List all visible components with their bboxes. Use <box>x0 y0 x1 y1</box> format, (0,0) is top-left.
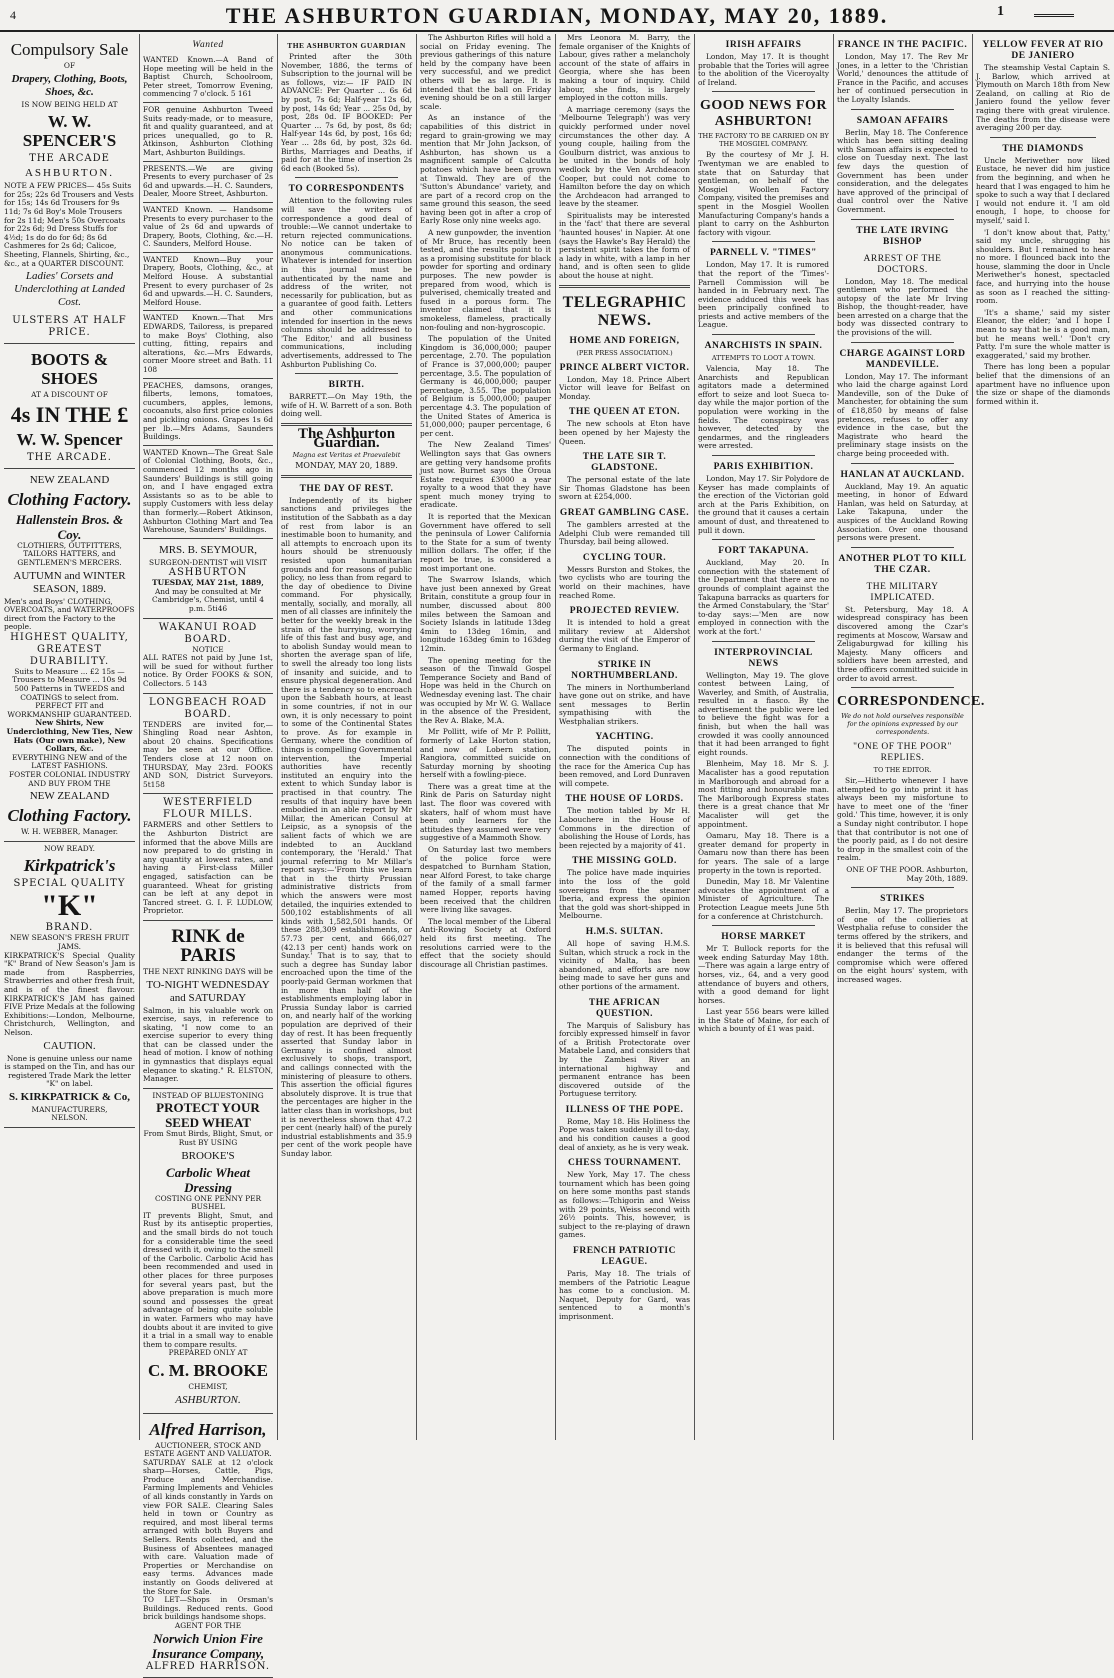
ad-firm: W. W. Spencer <box>16 429 123 449</box>
section-heading: CORRESPONDENCE. <box>837 694 985 710</box>
news-paragraph: The Marquis of Salisbury has forcibly expressed himself in favor of a British Protectorate over Matabele Land, and considers that by the Zambesi River an international highway and permanent entrance has been discovered outside of the Portuguese territory. <box>559 1020 690 1099</box>
news-paragraph: The motion tabled by Mr H. Labouchere in the House of Commons in the direction of abolishing the House of Lords, has been rejected by a majority of 41. <box>559 806 690 850</box>
ad-text: Men's and Boys' CLOTHING, OVERCOATS, and WATERPROOFS direct from the Factory to the people. <box>4 596 135 632</box>
story-paragraph: 'It's a shame,' said my sister Eleanor, the elder; 'and I hope I mean to say that he is a good man, but he means well.' 'Don't cry Patty. I'm sure the whole matter is exaggerated,' said my brother. <box>976 307 1110 360</box>
news-paragraph: By the courtesy of Mr J. H. Twentyman we are enabled to state that on Saturday that gentleman, on behalf of the Mosgiel Woollen Factory Company, visited the premises and spent in the Mosgiel Woollen Manufacturing Company's hands a plant to carry on the Ashburton factory with vigour. <box>698 150 829 237</box>
news-heading: ANARCHISTS IN SPAIN. <box>704 341 823 352</box>
ad-text: New Shirts, New Underclothing, New Ties, New Hats (Our own make), New Collars, &c. <box>6 718 133 754</box>
news-paragraph: The gamblers arrested at the Adelphi Club were remanded till Thursday, bail being allowed. <box>559 519 690 547</box>
column-7 <box>833 34 985 1440</box>
news-paragraph: The miners in Northumberland have gone out on strike, and have sent messages to Berlin sympathising with the Westphalian strikers. <box>559 682 690 726</box>
news-heading: ANOTHER PLOT TO KILL THE CZAR. <box>838 553 967 575</box>
news-paragraph: The Ashburton Rifles will hold a social on Friday evening. The previous gatherings of this nature held by the company have been very successful, and we predict others will be as large. It is intended that the ball on Friday evening should be on a still larger scale. <box>420 33 551 111</box>
divider <box>712 925 815 926</box>
hallenstein-ad <box>4 469 135 842</box>
ad-text: 500 Patterns in TWEEDS and COATINGS to select from. PERFECT FIT and WORKMANSHIP GUARANTEED. <box>7 684 132 719</box>
news-paragraph: The new schools at Eton have been opened by her Majesty the Queen. <box>559 419 690 446</box>
ad-text: AT A DISCOUNT OF <box>31 390 108 400</box>
news-paragraph: The police have made inquiries into the loss of the gold sovereigns from the steamer Iberia, and express the opinion that the gold was short-shipped in Melbourne. <box>559 868 690 921</box>
ad-text: SURGEON-DENTIST will VISIT <box>148 557 268 567</box>
divider <box>851 687 954 688</box>
news-heading: THE HOUSE OF LORDS. <box>565 794 684 805</box>
news-paragraph: It is intended to hold a great military review at Aldershot during the visit of the Emperor of Germany to England. <box>559 618 690 653</box>
news-paragraph: Mr Pollitt, wife of Mr P. Pollitt, formerly of Lake Horton station, and now of Lobern station, Rangiora, committed suicide on Saturday morning by shooting herself with a fowling-piece. <box>420 727 551 780</box>
ad-text: ALFRED HARRISON. <box>145 1660 271 1672</box>
news-heading: THE DIAMONDS <box>1002 143 1084 154</box>
wakanui-road-board-ad <box>143 619 273 694</box>
article-heading: THE DAY OF REST. <box>299 483 394 494</box>
news-paragraph: Valencia, May 18. The Anarchists and Republican agitators made a determined effort to seize and loot Sueca to-day while the major portion of the population were working in the fields. The conspiracy was however, detected by the gendarmes, and the ringleaders were arrested. <box>698 364 829 451</box>
news-paragraph: The disputed points in connection with the conditions of the race for the America Cup has been removed, and Lord Dunraven will compete. <box>559 744 690 788</box>
news-paragraph: London, May 17. It is thought probable that the Tories will agree to the abolition of the Viceroyalty of Ireland. <box>698 52 829 87</box>
section-heading: TO CORRESPONDENTS <box>288 184 405 195</box>
column-1 <box>0 34 139 1440</box>
news-heading: SAMOAN AFFAIRS <box>856 115 949 126</box>
ad-heading: LONGBEACH ROAD BOARD. <box>149 696 267 720</box>
ad-text: FARMERS and other Settlers to the Ashburton District are informed that the above Mills are now prepared to do gristing in any quantity at lowest rates, and having a First-class Miller engaged, satisfaction can be guaranteed. Wheat for gristing can be left at any depot in Tancred street. G. I. F. LUDLOW, Proprietor. <box>143 820 273 916</box>
ad-text: OF <box>63 61 76 70</box>
spencer-boots-ad <box>4 344 135 469</box>
news-heading: FRENCH PATRIOTIC LEAGUE. <box>573 1246 676 1267</box>
ad-heading: Compulsory Sale <box>10 40 129 59</box>
divider <box>559 285 690 288</box>
wanted-notice: WANTED Known—Buy your Drapery, Boots, Clothing, &c., at Melford House. A substantial Present to every purchaser of 2s 6d and upwards.—H. C. Saunders, Melford House. <box>143 253 273 312</box>
news-heading: THE AFRICAN QUESTION. <box>588 997 661 1019</box>
article-paragraph: Independently of its higher sanctions and privileges the institution of the Sabbath as a day of rest from labor is an inestimable boon to humanity, and all attempts to encroach upon its hours should be strenuously resisted upon humanitarian grounds and for reasons of public policy, no less than from regard to the day of obedience to Divine command. For physically, mentally, socially, and morally, all men of all classes are infinitely the better for the weekly break in the strain of the hurrying, worrying life of this fast and busy age, and to abolish Sunday would mean to shorten the average span of life, to swell the already too long lists of insanity and suicide, and to ensure physical degeneration. And there is a tendency so to encroach upon the Sabbath hours, at least in some countries, if not in our own, it is only necessary to point to some of the Continental States to prove. As for example in Germany, where the condition of things is compelling Governmental intervention, the Imperial authorities have recently instituted an enquiry into the extent to which Sunday labor is practised in that country. The results of that inquiry have been embodied in an able report by Mr Millar, the American Consul at Leipsic, as a synopsis of the salient facts of which we are indebted to an Auckland contemporary, the 'Herald.' That journal referring to Mr Millar's report says:—'From this we learn that in the thirty Prussian administrative districts from which the answers were most detailed, the inquiries extended to 500,102 establishments of all kinds with 1,582,501 hands. Of these 288,309 establishments, or 57.73 per cent, and 666,027 (42.13 per cent) hands work on Sunday.' That is to say, that to such a degree has Sunday labor encroached upon the time of the poorly-paid German workmen that in more than half of the establishments employing labor in Prussia Sunday labor is carried on, and nearly half of the working population are deprived of their day of rest. It has been frequently asserted that Sunday labor in Germany is confined almost exclusively to shops, transport, and callings connected with the ministering of pleasure to others. This assertion the official figures absolutely disprove. It is true that the percentages are higher in the latter class than in workshops, but it is nevertheless shown that 47.2 per cent (nearly half) of the purely industrial establishments and 35.9 per cent of the work people have Sunday labor. <box>281 495 412 1158</box>
wanted-notice: FOR genuine Ashburton Tweed Suits ready-made, or to measure, fit and quality guaranteed, and at prices unequalled, go to R. Atkinson, Ashburton Clothing Mart, Ashburton Buildings. <box>143 103 273 162</box>
news-heading: CHESS TOURNAMENT. <box>567 1158 682 1169</box>
news-heading: HORSE MARKET <box>721 932 806 943</box>
story-paragraph: Uncle Meriwether now liked Eustace, he never did him justice from the beginning, and when he heard that I was engaged to him he spoke to such a way that I declared I would not endure it. 'I am old enough, I hope, to choose for myself,' said I. <box>976 155 1110 225</box>
news-heading: STRIKES <box>880 894 925 905</box>
ad-text: W. H. WEBBER, Manager. <box>21 827 118 837</box>
story-paragraph: There has long been a popular belief that the dimensions of an apartment have no influence upon the size or shape of the diamonds formed within it. <box>976 362 1110 406</box>
ad-text: TENDERS are invited for,— Shingling Road near Ashton, about 20 chains. Specifications may be seen at our Office. Tenders close at 12 noon on THURSDAY, May 23rd. FOOKS AND SON, District Surveyors. 5t158 <box>143 719 273 789</box>
news-heading: H.M.S. SULTAN. <box>585 926 664 937</box>
ad-text: HIGHEST QUALITY, GREATEST DURABILITY. <box>10 631 129 667</box>
ad-town: ASHBURTON. <box>24 167 115 180</box>
news-paragraph: London, May 17. It is rumored that the report of the 'Times'-Parnell Commission will be handed in in February next. The evidence adduced this week has been principally confined to priests and active members of the League. <box>698 260 829 330</box>
news-paragraph: The local member of the Liberal Anti-Rowing Society at Oxford held its first meeting. The resolutions carried were to the effect that the society should discourage all Christian pastimes. <box>420 916 551 969</box>
news-paragraph: Berlin, May 17. The proprietors of one of the collieries at Westphalia refuse to consider the terms offered by the strikers, and it is believed that this refusal will endanger the terms of the compromise which were offered on the eight hours' system, with increased wages. <box>837 906 968 984</box>
ad-text: CAUTION. <box>43 1039 96 1052</box>
news-heading: ILLNESS OF THE POPE. <box>565 1104 684 1115</box>
ad-text: INSTEAD OF BLUESTONING <box>152 1090 264 1100</box>
editor-note: We do not hold ourselves responsible for the opinions expressed by our correspondents. <box>841 712 964 737</box>
page-ref: 1 <box>997 4 1004 19</box>
ad-text: SPECIAL QUALITY <box>13 878 126 890</box>
news-heading: HANLAN AT AUCKLAND. <box>840 469 965 480</box>
ad-text: TO-NIGHT WEDNESDAY and SATURDAY <box>146 978 270 1004</box>
column-3 <box>277 34 416 1440</box>
ad-firm: Norwich Union Fire Insurance Company, <box>151 1630 265 1661</box>
ad-text: ASHBURTON <box>168 567 248 579</box>
article-paragraph: Attention to the following rules will save the writers of correspondence a good deal of trouble:—We cannot undertake to return rejected communications. No notice can be taken of anonymous communications. Whatever is intended for insertion in this journal must be authenticated by the name and address of the writer, not necessarily for publication, but as a guarantee of good faith. Letters and other communications intended for insertion in the news columns should be addressed to 'The Editor,' and all business communications, including advertisements, addressed to The Ashburton Publishing Co. <box>281 196 412 369</box>
dentist-ad <box>143 539 273 619</box>
editorial-date: MONDAY, MAY 20, 1889. <box>295 461 398 471</box>
ad-firm: Alfred Harrison, <box>149 1419 267 1439</box>
ad-firm: C. M. BROOKE <box>148 1360 268 1380</box>
divider <box>851 342 954 343</box>
ad-text: NOTICE <box>192 644 224 654</box>
news-paragraph: Blenheim, May 18. Mr S. J. Macalister has a good reputation in Marlborough and abroad for a most fitting and honourable man. The Marlborough Express states there is a great chance that Mr Macalister will get the appointment. <box>698 759 829 829</box>
ad-prices: NOTE A FEW PRICES— 45s Suits for 25s; 22s 6d Trousers and Vests for 15s; 14s 6d Trousers for 9s 11d; 7s 6d Boy's Mole Trousers for 2s 11d; Men's 50s Overcoats for 22s 6d; 9d Dress Stuffs for 4½d; 1s do do for 6d; 8s 6d Cashmeres for 2s 6d; Calicoe, Sheeting, Flannels, Shirting, &c., &c., at a QUARTER DISCOUNT. <box>4 181 134 268</box>
ad-text: NOW READY. <box>44 843 95 853</box>
ad-text: THE NEXT RINKING DAYS will be <box>143 966 273 976</box>
news-paragraph: Auckland, May 19. An aquatic meeting, in honor of Edward Hanlan, was held on Saturday, at Lake Takapuna, under the auspices of the Auckland Rowing Association. Over one thousand persons were present. <box>837 481 968 543</box>
news-heading: THE LATE SIR T. GLADSTONE. <box>582 452 667 474</box>
news-paragraph: London, May 17. Sir Polydore de Keyser has made complaints of the erection of the Victorian gold arch at the Paris Exhibition, on the ground that it causes a certain amount of dust, and threatened to pull it down. <box>698 474 829 535</box>
news-subheading: ARREST OF THE DOCTORS. <box>863 253 942 275</box>
ad-text: COSTING ONE PENNY PER BUSHEL <box>154 1193 262 1212</box>
ad-text: BRAND. <box>45 922 94 934</box>
news-paragraph: Berlin, May 18. The Conference which has been sitting dealing with Samoan affairs is expected to close on Tuesday next. The last few days the question of Government has been under consideration, and the delegates have approved of the principal of dual control over the Native Government. <box>837 127 968 214</box>
flour-mills-ad <box>143 794 273 921</box>
news-paragraph: The Swarrow Islands, which have just been annexed by Great Britain, constitute a group four in number, discussed about 800 miles between the Samoan and Society Islands in latitude 13deg 4min to 13deg 16min, and longitude 163deg 6min to 163deg 12min. <box>420 575 551 653</box>
spencer-sale-ad <box>4 34 135 344</box>
divider <box>712 334 815 335</box>
harrison-ad <box>143 1414 273 1678</box>
news-paragraph: The New Zealand Times' Wellington says that Gas owners are getting very handsome profits just now. Burnet says the Oroua Estate requires £3000 a year royalty to a wood that they have spent much money trying to eradicate. <box>420 440 551 510</box>
news-paragraph: The personal estate of the late Sir Thomas Gladstone has been sworn at £254,000. <box>559 475 690 502</box>
news-heading: INTERPROVINCIAL NEWS <box>714 647 813 669</box>
news-heading: PROJECTED REVIEW. <box>569 606 680 617</box>
news-subheading: THE MILITARY IMPLICATED. <box>866 581 939 603</box>
ad-text: ULSTERS AT HALF PRICE. <box>12 315 127 339</box>
wheat-dressing-ad <box>143 1089 273 1414</box>
motto: Magna est Veritas et Praevalebit <box>292 451 401 460</box>
wanted-notice: WANTED Known.—That Mrs EDWARDS, Tailoress, is prepared to make Boys' Clothing, also cutting, fitting, repairs and alterations, &c.—Mrs Edwards, corner Moore street and Bath. 11 108 <box>143 311 273 378</box>
news-paragraph: Oamaru, May 18. There is a greater demand for property in Oamaru now than there has been for years. The sale of a large property in the town is reported. <box>698 831 829 875</box>
column-6 <box>694 34 833 1440</box>
masthead <box>0 0 1114 32</box>
ad-text: FOSTER COLONIAL INDUSTRY AND BUY FROM THE <box>9 770 130 788</box>
ad-heading: BOOTS & SHOES <box>31 350 108 389</box>
wanted-notice: WANTED Known.—A Band of Hope meeting will be held in the Baptist Church, Schoolroom, Peter street, Tomorrow Evening, commencing 7 o'clock. 5 161 <box>143 53 273 103</box>
column-8 <box>972 34 1114 1440</box>
news-heading: PARIS EXHIBITION. <box>713 462 814 472</box>
ad-text: SATURDAY SALE at 12 o'clock sharp—Horses, Cattle, Pigs, Produce and Merchandise. Farming Implements and Vehicles of all kinds constantly in Yards on view FOR SALE. Clearing Sales held in town or Country as required, and most liberal terms arranged with both Buyers and Sellers. Rents collected, and the Business of Absentees managed with care. Valuation made of Properties or Merchandise on easy terms. Advances made instantly on Goods delivered at the Store for Sale. <box>143 1457 273 1596</box>
news-paragraph: Mrs Leonora M. Barry, the female organiser of the Knights of Labour, gives rather a melancholy account of the state of affairs in Georgia, where she has been making a tour of inquiry. Child labour, she finds, is largely employed in the cotton mills. <box>559 33 690 103</box>
ad-text: AUCTIONEER, STOCK AND ESTATE AGENT AND VALUATOR. <box>144 1440 272 1459</box>
ad-text: TUESDAY, MAY 21st, 1889, <box>152 578 264 588</box>
ad-text: ASHBURTON. <box>175 1393 241 1406</box>
news-paragraph: Spiritualists may be interested in the 'fact' that there are several 'haunted houses' in Napier. At one (says the Hawke's Bay Herald) the persistent spirit takes the form of a lady in white, with a lamp in her hand, and is often seen to glide about the house at night. <box>559 210 690 281</box>
news-paragraph: There was a great time at the Rink de Paris on Saturday night last. The floor was covered with skaters, half of whom must have been only learners for the attitudes they assumed were very suggestive of a Mammoth Show. <box>420 781 551 843</box>
ad-text: NEW ZEALAND <box>29 473 110 486</box>
news-heading: IRISH AFFAIRS <box>725 40 802 50</box>
ad-firm: W. W. SPENCER'S <box>22 112 117 151</box>
ad-goods: Drapery, Clothing, Boots, Shoes, &c. <box>11 72 128 98</box>
ad-firm: S. KIRKPATRICK & Co, <box>9 1090 130 1103</box>
section-heading: BIRTH. <box>328 380 365 391</box>
news-paragraph: All hope of saving H.M.S. Sultan, which struck a rock in the vicinity of Malta, has been abandoned, and efforts are now being made to save her guns and other portions of the armament. <box>559 938 690 991</box>
divider <box>712 539 815 540</box>
ad-text: IS NOW BEING HELD AT <box>21 99 118 109</box>
divider <box>851 547 954 548</box>
wanted-notice: WANTED Known. — Handsome Presents to every purchaser to the value of 2s 6d and upwards of Drapery, Boots, Clothing, &c.—H. C. Saunders, Melford House. <box>143 203 273 253</box>
ad-heading: WAKANUI ROAD BOARD. <box>158 621 258 645</box>
ad-text: From Smut Birds, Blight, Smut, or Rust BY USING <box>143 1129 273 1148</box>
divider <box>712 455 815 456</box>
ad-text: IT prevents Blight, Smut, and Rust by its antiseptic properties, and the small birds do not touch for a considerable time the seed dressed with it, owing to the smell of the Carbolic. Carbolic Acid has been recommended and used in other places for three purposes for several years past, but the above preparation is much more sound and possesses the great advantage of being quite soluble in water. Farmers who may have doubts about it are invited to give it a trial in a small way to enable them to compare results. <box>143 1210 273 1349</box>
ad-heading: Clothing Factory. <box>7 489 132 509</box>
news-paragraph: St. Petersburg, May 18. A widespread conspiracy has been discovered among the Czar's regiments at Moscow, Warsaw and Zeligaburgwad for killing his Majesty. Many officers and soldiers have been arrested, and three officers committed suicide in order to avoid arrest. <box>837 604 968 683</box>
ad-text: EVERYTHING NEW and of the LATEST FASHIONS. <box>11 752 128 771</box>
news-paragraph: As an instance of the capabilities of this district in regard to grain-growing we may mention that Mr John Jackson, of Ashburton, has shown us a magnificent sample of Calcutta potatoes which have been grown at Tinwald. They are of the 'Sutton's Abundance' variety, and are part of a record crop on the same ground this season, the seed having been got in after a crop of Early Rose only nine weeks ago. <box>420 113 551 226</box>
news-paragraph: Wellington, May 19. The glove contest between Laing, of Waverley, and Smith, of Australia, resulted in a fiasco. By the advertisement the public were led to believe the fight was for a finish, but when the hall was crowded it was coolly announced that it had been arranged to fight eight rounds. <box>698 670 829 757</box>
news-paragraph: London, May 17. The informant who laid the charge against Lord Mandeville, son of the Duke of Manchester, for obtaining the sum of £18,850 by means of false pretences, refuses to offer any evidence in the case, but the Magistrate who heard the preliminary stage insists on the charge being proceeded with. <box>837 371 968 458</box>
news-paragraph: The steamship Vestal Captain S. J. Barlow, which arrived at Plymouth on March 18th from New Zealand, on calling at Rio de Janiero found the yellow fever raging there with great virulence. The deaths from the disease were averaging 200 per day. <box>976 63 1110 133</box>
news-paragraph: Rome, May 18. His Holiness the Pope was taken suddenly ill to-day, and his condition causes a good deal of anxiety, as he is very weak. <box>559 1116 690 1152</box>
news-heading: GOOD NEWS FOR ASHBURTON! <box>699 98 828 130</box>
ad-text: Ladies' Corsets and Underclothing at Landed Cost. <box>14 270 125 309</box>
ad-text: MANUFACTURERS, <box>31 1104 108 1114</box>
news-paragraph: Last year 556 bears were killed in the State of Maine, for each of which a bounty of £1 was paid. <box>698 1007 829 1034</box>
ad-text: THE ARCADE <box>29 153 110 165</box>
news-paragraph: On Saturday last two members of the police force were despatched to Burnham Station, near Alford Forest, to take charge of the family of a small farmer named Hopper, reports having been received that the children were living like savages. <box>420 845 551 915</box>
news-paragraph: Auckland, May 20. In connection with the statement of the Department that there are no grounds of complaint against the Takapuna barracks as quarters for the Armed Constabulary, the 'Star' to-day says:—'Men are now employed in connection with the work at the fort.' <box>698 558 829 636</box>
ad-heading: WESTERFIELD FLOUR MILLS. <box>162 797 254 821</box>
news-paragraph: Messrs Burston and Stokes, the two cyclists who are touring the world on their machines, have reached Rome. <box>559 564 690 600</box>
wanted-notice: WANTED Known—The Great Sale of Colonial Clothing, Boots, &c., commenced 12 months ago in Saunders' Buildings is still going on, and I have engaged extra Assistants so as to be able to supply Customers with less delay than formerly.—Robert Atkinson, Ashburton Clothing Mart and Tea Warehouse, Saunders' Buildings. <box>143 446 273 539</box>
agency-credit: (PER PRESS ASSOCIATION.) <box>576 348 673 357</box>
news-paragraph: Dunedin, May 18. Mr Valentine advocates the appointment of a Minister of Agriculture. The Protection League meets June 5th for a conference at Christchurch. <box>698 877 829 921</box>
divider <box>990 137 1096 138</box>
news-paragraph: The opening meeting for the season of the Tinwald Gospel Temperance Society and Band of Hope was held in the Church on Wednesday evening last. The chair was occupied by Mr W. G. Wallace in the absence of the President, the Rev A. Blake, M.A. <box>420 655 551 725</box>
article-paragraph: BARRETT.—On May 19th, the wife of H. W. Barrett of a son. Both doing well. <box>281 392 412 419</box>
news-paragraph: London, May 18. Prince Albert Victor will leave for Belfast on Monday. <box>559 374 690 401</box>
ad-product: Carbolic Wheat Dressing <box>166 1164 250 1195</box>
ad-brand-letter: "K" <box>41 889 98 923</box>
news-heading: CYCLING TOUR. <box>582 552 667 563</box>
ad-text: NEW SEASON'S FRESH FRUIT JAMS. <box>9 933 130 951</box>
letter-title: "ONE OF THE POOR" REPLIES. <box>853 742 952 764</box>
masthead-rule <box>1034 14 1074 17</box>
divider <box>712 91 815 92</box>
ad-text: THE ARCADE. <box>27 451 112 463</box>
ad-firm: Kirkpatrick's <box>23 856 116 876</box>
column-5 <box>555 34 694 1440</box>
section-subheading: HOME AND FOREIGN, <box>569 335 680 346</box>
ad-text: CLOTHIERS, OUTFITTERS, TAILORS HATTERS, and GENTLEMEN'S MERCERS. <box>17 540 122 567</box>
article-paragraph: Printed after the 30th November, 1886, the terms of Subscription to the journal will be as follows, viz:— IF PAID IN ADVANCE: Per Quarter ... 6s 6d by post, 7s 6d; Half-year 12s 6d, by post, 14s 6d; Year ... 25s 0d, by post, 28s 0d. IF BOOKED: Per Quarter ... 7s 6d, by post, 8s 6d; Half-year 14s 6d, by post, 16s 6d; Year ... 28s 6d, by post, 32s 6d. Births, Marriages and Deaths, if paid for at the time of insertion 2s 6d each (Booked 5s). <box>281 52 412 173</box>
news-heading: GREAT GAMBLING CASE. <box>559 507 690 518</box>
news-subheading: ATTEMPTS TO LOOT A TOWN. <box>711 354 816 363</box>
news-paragraph: A new gunpowder, the invention of Mr Bruce, has recently been tested, and the results point to it as a promising substitute for black powder for sporting and ordinary purposes. The new powder is prepared from wood, which is pulverised, chemically treated and fused in a porous form. The inventor claimed that it is smokeless, flameless, practically non-fouling and non-hygroscopic. <box>420 228 551 332</box>
ad-text: PREPARED ONLY AT <box>168 1348 248 1358</box>
wanted-notice: PRESENTS.—We are giving Presents to every purchaser of 2s 6d and upwards.—H. C. Saunders, Dealer, Moore Street, Ashburton. <box>143 162 273 203</box>
ad-firm: Hallenstein Bros. & Coy. <box>15 511 124 542</box>
editorial-masthead: The Ashburton Guardian. <box>297 425 396 451</box>
ad-text: TO LET—Shops in Orsman's Buildings. Reduced rents. Good brick buildings handsome shops. <box>143 1595 273 1622</box>
divider <box>851 219 954 220</box>
ad-text: AGENT FOR THE <box>174 1620 242 1630</box>
ad-heading: MRS. B. SEYMOUR, <box>158 543 258 556</box>
ad-text: And may be consulted at Mr Cambridge's, Chemist, until 4 p.m. 5ti46 <box>152 586 264 614</box>
letter-address: TO THE EDITOR. <box>873 766 932 775</box>
divider <box>851 109 954 110</box>
ad-text: AUTUMN and WINTER SEASON, 1889. <box>13 569 126 595</box>
divider <box>851 463 954 464</box>
news-heading: CHARGE AGAINST LORD MANDEVILLE. <box>839 348 966 370</box>
ad-brand: BROOKE'S <box>181 1149 235 1162</box>
longbeach-road-board-ad <box>143 694 273 795</box>
section-heading: TELEGRAPHIC NEWS. <box>562 293 687 329</box>
ad-heading: PROTECT YOUR SEED WHEAT <box>156 1100 260 1131</box>
news-heading: THE MISSING GOLD. <box>572 856 677 867</box>
news-heading: PARNELL V. "TIMES" <box>710 248 817 259</box>
divider <box>281 475 412 478</box>
section-heading: THE ASHBURTON GUARDIAN <box>287 41 406 50</box>
kirkpatrick-ad <box>4 842 135 1128</box>
news-paragraph: It is reported that the Mexican Government have offered to sell the peninsula of Lower California to the State for a sum of twenty million dollars. The offer, if the report be true, is considered a most important one. <box>420 512 551 573</box>
news-paragraph: London, May 18. The medical gentlemen who performed the autopsy of the late Mr Irving Bishop, the thought-reader, have been arrested on a charge that the body was dissected contrary to the provisions of the will. <box>837 276 968 338</box>
news-heading: FORT TAKAPUNA. <box>718 546 809 557</box>
news-heading: THE QUEEN AT ETON. <box>569 407 680 418</box>
divider <box>295 373 398 374</box>
ad-prices: Suits to Measure ... £2 15s — Trousers to Measure ... 10s 9d <box>12 666 127 685</box>
newspaper-title: THE ASHBURTON GUARDIAN, MONDAY, MAY 20, 1889. <box>225 3 889 28</box>
letter-paragraph: Sir,—Hitherto whenever I have attempted to go into print it has always been my misfortune to have to meet one of the 'finer gold.' This time, however, it is only a Sunday night contributor. I hope that that contributor is not one of the poorly paid, as I do not desire to drop in the smallest coin of the realm. <box>837 776 968 863</box>
column-2 <box>139 34 277 1672</box>
news-heading: THE LATE IRVING BISHOP <box>856 225 949 247</box>
ad-text: KIRKPATRICK'S Special Quality "K" Brand of New Season's Jam is made from Raspberries, Strawberries and other fresh fruit, and is of the finest flavour. KIRKPATRICK'S JAM has gained FIVE Prize Medals at the following Exhibitions:—London, Melbourne, Christchurch, Wellington, and Nelson. <box>4 950 135 1037</box>
issue-ref: 4 <box>10 8 16 22</box>
news-paragraph: London, May 17. The Rev Mr Jones, in a letter to the 'Christian World,' denounces the attitude of France in the Pacific, and accuses her of continued persecution in the Loyalty Islands. <box>837 52 968 104</box>
news-paragraph: Paris, May 18. The trials of members of the Patriotic League has come to a conclusion. M. Naquet, Deputy for Gard, was sentenced to a month's imprisonment. <box>559 1269 690 1321</box>
ad-heading: RINK de PARIS <box>171 925 245 966</box>
news-paragraph: The population of the United Kingdom is 36,000,000; pauper percentage, 2.70. The population of France is 37,000,000; pauper percentage, 3.5. The population of Germany is 46,000,000; pauper percentage, 3.55. The population of Belgium is 5,000,000; pauper percentage 4.3. The population of the United States of America is 51,000,000; pauper percentage, 6 per cent. <box>420 334 551 438</box>
wanted-notice: PEACHES, damsons, oranges, filberts, lemons, tomatoes, cucumbers, apples, lemons, cocoanuts, also first price colonies and pickling onions. Grapes 1s 6d per lb.—Mrs Adams, Saunders Buildings. <box>143 379 273 446</box>
ad-text: Salmon, in his valuable work on exercise, says, in reference to skating, "I now come to an exercise superior to every thing that can be classed under the head of motion. I know of nothing in gymnastics that displays equal elegance to skating." R. ELSTON, Manager. <box>143 1005 273 1084</box>
news-heading: STRIKE IN NORTHUMBERLAND. <box>571 659 678 681</box>
ad-text: None is genuine unless our name is stamped on the Tin, and has our registered Trade Mark the letter "K" on label. <box>4 1053 135 1089</box>
news-paragraph: A marriage ceremony (says the 'Melbourne Telegraph') was very quickly performed under novel circumstances the other day. A young couple, hailing from the Goulburn district, was anxious to be united in the bonds of holy wedlock by the Ven Archdeacon Cooper, but could not come to Hamilton before the day on which the Archdeacon had arranged to leave by the steamer. <box>559 104 690 209</box>
ad-discount: 4s IN THE £ <box>10 401 129 427</box>
divider <box>712 241 815 242</box>
ad-text: ALL RATES not paid by June 1st, will be sued for without further notice. By Order FOOKS & SON, Collectors. 5 143 <box>143 653 273 689</box>
rink-ad <box>143 921 273 1089</box>
section-heading: Wanted <box>192 40 224 50</box>
news-heading: YELLOW FEVER AT RIO DE JANIERO <box>982 40 1104 61</box>
news-subheading: THE FACTORY TO BE CARRIED ON BY THE MOSGIEL COMPANY. <box>698 132 829 149</box>
story-paragraph: 'I don't know about that, Patty,' said my uncle, shrugging his shoulders. But I remained to hear no more. I flounced back into the house, slamming the door in Uncle Meriwether's honest, spectacled face, and hurrying into the house as soon as I reached the sitting-room. <box>976 227 1110 306</box>
divider <box>712 641 815 642</box>
news-heading: YACHTING. <box>595 732 654 743</box>
news-heading: FRANCE IN THE PACIFIC. <box>837 40 968 50</box>
ad-text: NEW ZEALAND <box>29 790 110 803</box>
news-paragraph: New York, May 17. The chess tournament which has been going on here some months past stands as follows:—Tchigorin and Weiss with 29 points, Weiss second with 26½ points. This, however, is subject to the re-playing of drawn games. <box>559 1170 690 1240</box>
news-paragraph: Mr T. Bullock reports for the week ending Saturday May 18th.—There was again a large entry of horses, viz., 64, and a very good attendance of buyers and others, with a good demand for light horses. <box>698 944 829 1005</box>
letter-signature: ONE OF THE POOR. Ashburton, May 20th, 1889. <box>846 865 968 883</box>
ad-text: CHEMIST, <box>188 1381 228 1391</box>
divider <box>851 887 954 888</box>
ad-text: NELSON. <box>51 1113 88 1123</box>
column-4 <box>416 34 555 1440</box>
divider <box>295 177 398 178</box>
ad-heading: Clothing Factory. <box>7 806 132 826</box>
news-heading: PRINCE ALBERT VICTOR. <box>559 362 690 373</box>
